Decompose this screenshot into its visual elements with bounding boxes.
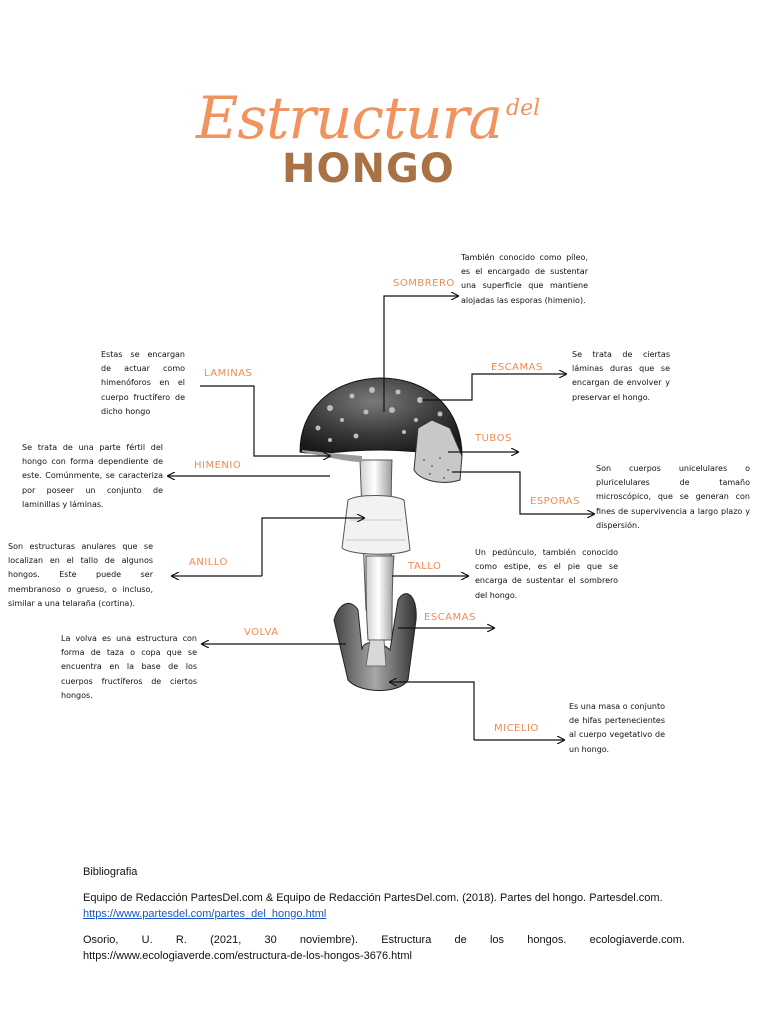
- desc-himenio: Se trata de una parte fértil del hongo con forma dependiente de este. Comúnmente, se caracteriza por poseer un conjunto de laminillas y láminas.: [22, 443, 163, 509]
- desc-anillo: Son estructuras anulares que se localizan en el tallo de algunos hongos. Este puede ser membranoso o grueso, o incluso, similar a una telaraña (cortina).: [8, 542, 153, 608]
- bibliography-ref-2: Osorio, U. R. (2021, 30 noviembre). Estructura de los hongos. ecologiaverde.com. https://www.ecologiaverde.com/estructura-de-los-hongos-3676.html: [83, 934, 685, 962]
- desc-laminas: Estas se encargan de actuar como himenóforos en el cuerpo fructífero de dicho hongo: [101, 350, 185, 416]
- label-tubos: TUBOS: [475, 433, 512, 444]
- desc-micelio: Es una masa o conjunto de hifas pertenecientes al cuerpo vegetativo de un hongo.: [569, 702, 665, 754]
- label-escamas-bottom: ESCAMAS: [424, 612, 476, 623]
- desc-esporas: Son cuerpos unicelulares o pluricelulares de tamaño microscópico, que se generan con fines de supervivencia a largo plazo y dispersión.: [596, 464, 750, 530]
- label-volva: VOLVA: [244, 627, 279, 638]
- label-micelio: MICELIO: [494, 723, 539, 734]
- label-laminas: LAMINAS: [204, 368, 253, 379]
- title-estructura: Estructura: [196, 84, 502, 152]
- bibliography-ref-1: [83, 890, 685, 922]
- title-hongo: HONGO: [282, 146, 455, 192]
- label-escamas-top: ESCAMAS: [491, 362, 543, 373]
- desc-sombrero: También conocido como píleo, es el encargado de sustentar una superficie que mantiene alojadas las esporas (himenio).: [461, 253, 588, 305]
- desc-volva: La volva es una estructura con forma de taza o copa que se encuentra en la base de los cuerpos fructíferos de ciertos hongos.: [61, 634, 197, 700]
- title-del: del: [506, 96, 541, 121]
- ref-1-text: Equipo de Redacción PartesDel.com & Equipo de Redacción PartesDel.com. (2018). Partes del hongo. Partesdel.com.: [83, 892, 663, 904]
- ring: [342, 496, 410, 555]
- desc-escamas-top: Se trata de ciertas láminas duras que se encargan de envolver y preservar el hongo.: [572, 350, 670, 402]
- desc-tallo: Un pedúnculo, también conocido como estipe, es el pie que se encarga de sustentar el sombrero del hongo.: [475, 548, 618, 600]
- ref-1-link[interactable]: https://www.partesdel.com/partes_del_hongo.html: [83, 908, 327, 920]
- label-tallo: TALLO: [408, 561, 442, 572]
- label-sombrero: SOMBRERO: [393, 278, 455, 289]
- label-anillo: ANILLO: [189, 557, 228, 568]
- label-esporas: ESPORAS: [530, 496, 580, 507]
- label-himenio: HIMENIO: [194, 460, 242, 471]
- bibliography-heading: Bibliografia: [83, 866, 138, 878]
